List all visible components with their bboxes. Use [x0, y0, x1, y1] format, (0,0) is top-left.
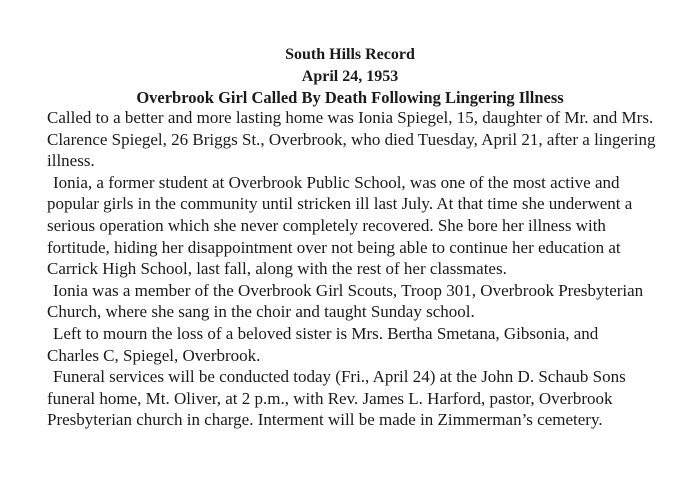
article-line: popular girls in the community until stricken ill last July. At that time she underwent a — [47, 194, 633, 214]
article-line: Ionia was a member of the Overbrook Girl Scouts, Troop 301, Overbrook Presbyterian — [53, 280, 644, 300]
article-line: Charles C, Spiegel, Overbrook. — [47, 345, 261, 365]
article-line: serious operation which she never completely recovered. She bore her illness with — [47, 215, 606, 235]
article-line: funeral home, Mt. Oliver, at 2 p.m., with Rev. James L. Harford, pastor, Overbrook — [47, 388, 613, 408]
publication-name: South Hills Record — [285, 46, 415, 63]
publication-date: April 24, 1953 — [301, 67, 399, 85]
article-line: Funeral services will be conducted today (Fri., April 24) at the John D. Schaub Sons — [53, 367, 626, 387]
article-line: Ionia, a former student at Overbrook Public School, was one of the most active and — [53, 172, 620, 192]
article-line: Carrick High School, last fall, along with the rest of her classmates. — [47, 259, 507, 279]
article-line: fortitude, hiding her disappointment over not being able to continue her education at — [47, 237, 621, 257]
article-line: Clarence Spiegel, 26 Briggs St., Overbrook, who died Tuesday, April 21, after a lingering — [47, 129, 656, 149]
article-line: Church, where she sang in the choir and taught Sunday school. — [47, 302, 475, 322]
article-line: illness. — [47, 151, 95, 171]
article-header — [0, 44, 700, 109]
article-line: Left to mourn the loss of a beloved sister is Mrs. Bertha Smetana, Gibsonia, and — [53, 323, 599, 343]
headline: Overbrook Girl Called By Death Following Lingering Illness — [136, 88, 564, 107]
article-body — [47, 107, 687, 431]
article-line: Presbyterian church in charge. Interment will be made in Zimmerman’s cemetery. — [47, 410, 603, 430]
article-line: Called to a better and more lasting home was Ionia Spiegel, 15, daughter of Mr. and Mrs. — [47, 108, 654, 127]
